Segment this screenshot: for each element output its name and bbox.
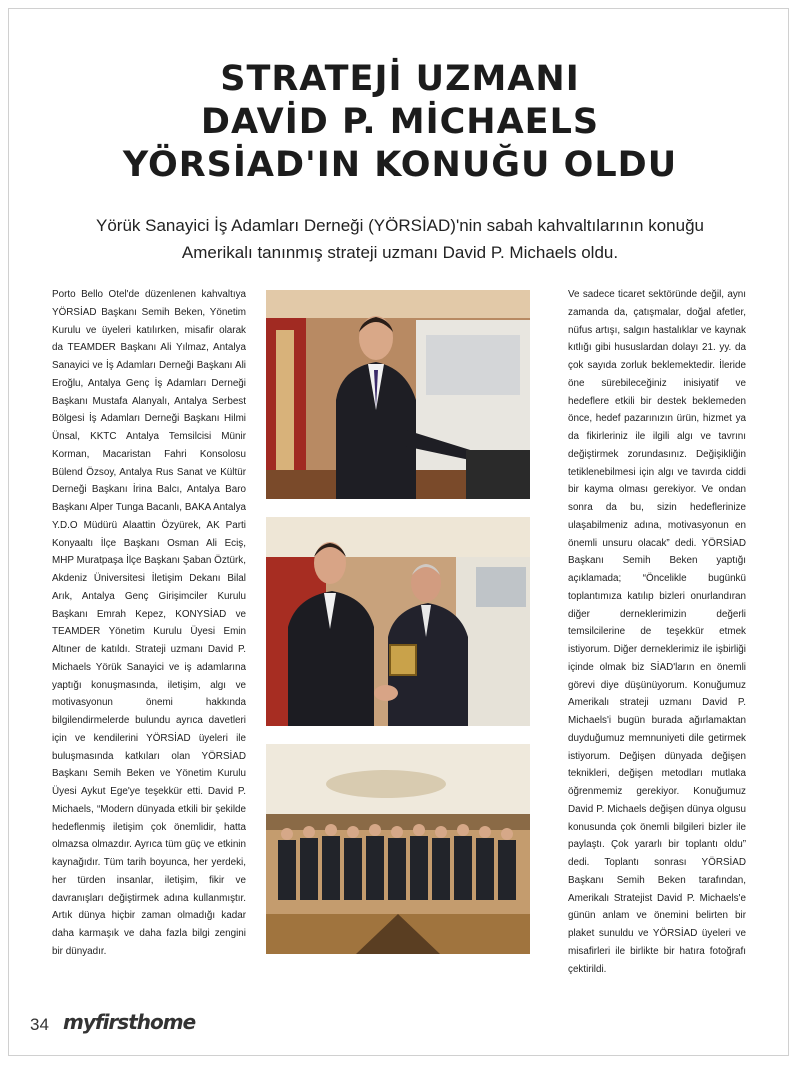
photo-plaque-presentation	[266, 517, 530, 726]
magazine-logo: myfirsthome	[63, 1010, 196, 1034]
photo-speaker	[266, 290, 530, 499]
article-subtitle	[60, 212, 740, 266]
photo-group	[266, 744, 530, 954]
article-right-column: Ve sadece ticaret sektöründe değil, aynı zamanda da, çatışmalar, doğal afetler, nüfus artışı, salgın hastalıklar ve kaynak kıtlığı gibi hususlardan dolayı 21. yy. da çok sayıda zorluk beklemektedir. İleride öne sürebileceğiniz inisiyatif ve hedeflere etkili bir destek beklemeden önce, hedef pazarınızın ürün, hizmet ya da fikirleriniz ile ilgili algı ve tavrını değiştirmek zorundasınız. Değişikliğin tetiklenebilmesi için algı ve tavırda ciddi bir kayma olması gerekiyor. Ve ondan sonra da bu, sizin hedeflerinize ulaşabilmeniz adına, motivasyonun en önemli unsuru olacak” dedi. YÖRSİAD Başkanı Semih Beken yaptığı açıklamada; “Öncelikle bugünkü toplantımıza katılıp bizleri onurlandıran diğer derneklerimizin değerli temsilcilerine de teşekkür etmek istiyorum. Diğer derneklerimiz ile işbirliği içinde olmak biz SİAD'ların en önemli görevi diye düşünüyorum. Konuğumuz Amerikalı strateji uzmanı David P. Michaels'i bugün burada ağırlamaktan duyduğumuz memnuniyeti dile getirmek istiyorum. Değişen dünyada değişen teknikleri, değişen metodları mutlaka öğrenmemiz gerekiyor. Konuğumuz David P. Michaels değişen dünya olgusu konusunda çok önemli bilgileri bizler ile paylaştı. Çok yararlı bir toplantı oldu” dedi. Toplantı sonrası YÖRSİAD Başkanı Semih Beken tarafından, Amerikalı Stratejist David P. Michaels'e günün anlam ve önemini belirten bir plaket sunuldu ve YÖRSİAD üyeleri ve misafirleri ile birlikte bir hatıra fotoğrafı çektirildi.	[568, 289, 746, 975]
title-line-1: STRATEJİ UZMANI	[220, 59, 580, 99]
title-line-2: DAVİD P. MİCHAELS	[200, 102, 600, 142]
subtitle-line-2: Amerikalı tanınmış strateji uzmanı David P. Michaels oldu.	[181, 243, 619, 262]
article-title	[0, 58, 800, 187]
title-line-3: YÖRSİAD'IN KONUĞU OLDU	[122, 145, 678, 185]
article-left-column: Porto Bello Otel'de düzenlenen kahvaltıya YÖRSİAD Başkanı Semih Beken, Yönetim Kurulu ve üyeleri katılırken, misafir olarak da TEAMDER Başkanı Ali Yılmaz, Antalya Sanayici ve İş Adamları Derneği Başkanı Ali Eroğlu, Antalya Genç İş Adamları Derneği Başkanı Mustafa Alanyalı, Antalya Serbest Bölgesi İş Adamları Derneği Başkanı Hilmi Ünsal, KKTC Antalya Temsilcisi Münir Korman, Macaristan Fahri Konsolosu Bülend Özsoy, Antalya Rus Sanat ve Kültür Derneği Başkanı İrina Balcı, Antalya Baro Başkanı Alper Tunga Bacanlı, BAKA Antalya Y.D.O Müdürü Alaattin Özyürek, AK Parti Konyaaltı İlçe Başkanı Osman Ali Eciş, MHP Muratpaşa İlçe Başkanı Şaban Öztürk, Akdeniz Üniversitesi İletişim Dekanı Bilal Arık, Antalya Genç Girişimciler Kurulu Başkanı Emrah Kepez, KONYSİAD ve TEAMDER Yönetim Kurulu Üyesi Emin Altıner de katıldı. Strateji uzmanı David P. Michaels Yörük Sanayici ve iş adamlarına yaptığı konuşmasında, iletişim, algı ve motivasyonun önemi hakkında bilgilendirmelerde bulundu ayrıca davetleri için ve kendilerini YÖRSİAD üyeleri ile buluşmasında katkıları olan YÖRSİAD Başkanı Semih Beken ve Yönetim Kurulu Üyesi Aykut Ege'ye teşekkür etti. David P. Michaels, “Modern dünyada etkili bir şekilde hedeflenmiş iletişim çok önemlidir, hatta olmazsa olmazdır. Ayrıca tüm güç ve etkinin kaynağıdır. Tüm tarih boyunca, her yerdeki, her türden insanlar, iletişim, fikir ve davranışları değiştirmek adına kullanmıştır. Artık dünya hiçbir zaman olmadığı kadar daha karmaşık ve daha fazla bilgi zengini bir dünyadır.	[52, 289, 246, 957]
subtitle-line-1: Yörük Sanayici İş Adamları Derneği (YÖRSİAD)'nin sabah kahvaltılarının konuğu	[96, 216, 704, 235]
page-number: 34	[30, 1015, 49, 1034]
